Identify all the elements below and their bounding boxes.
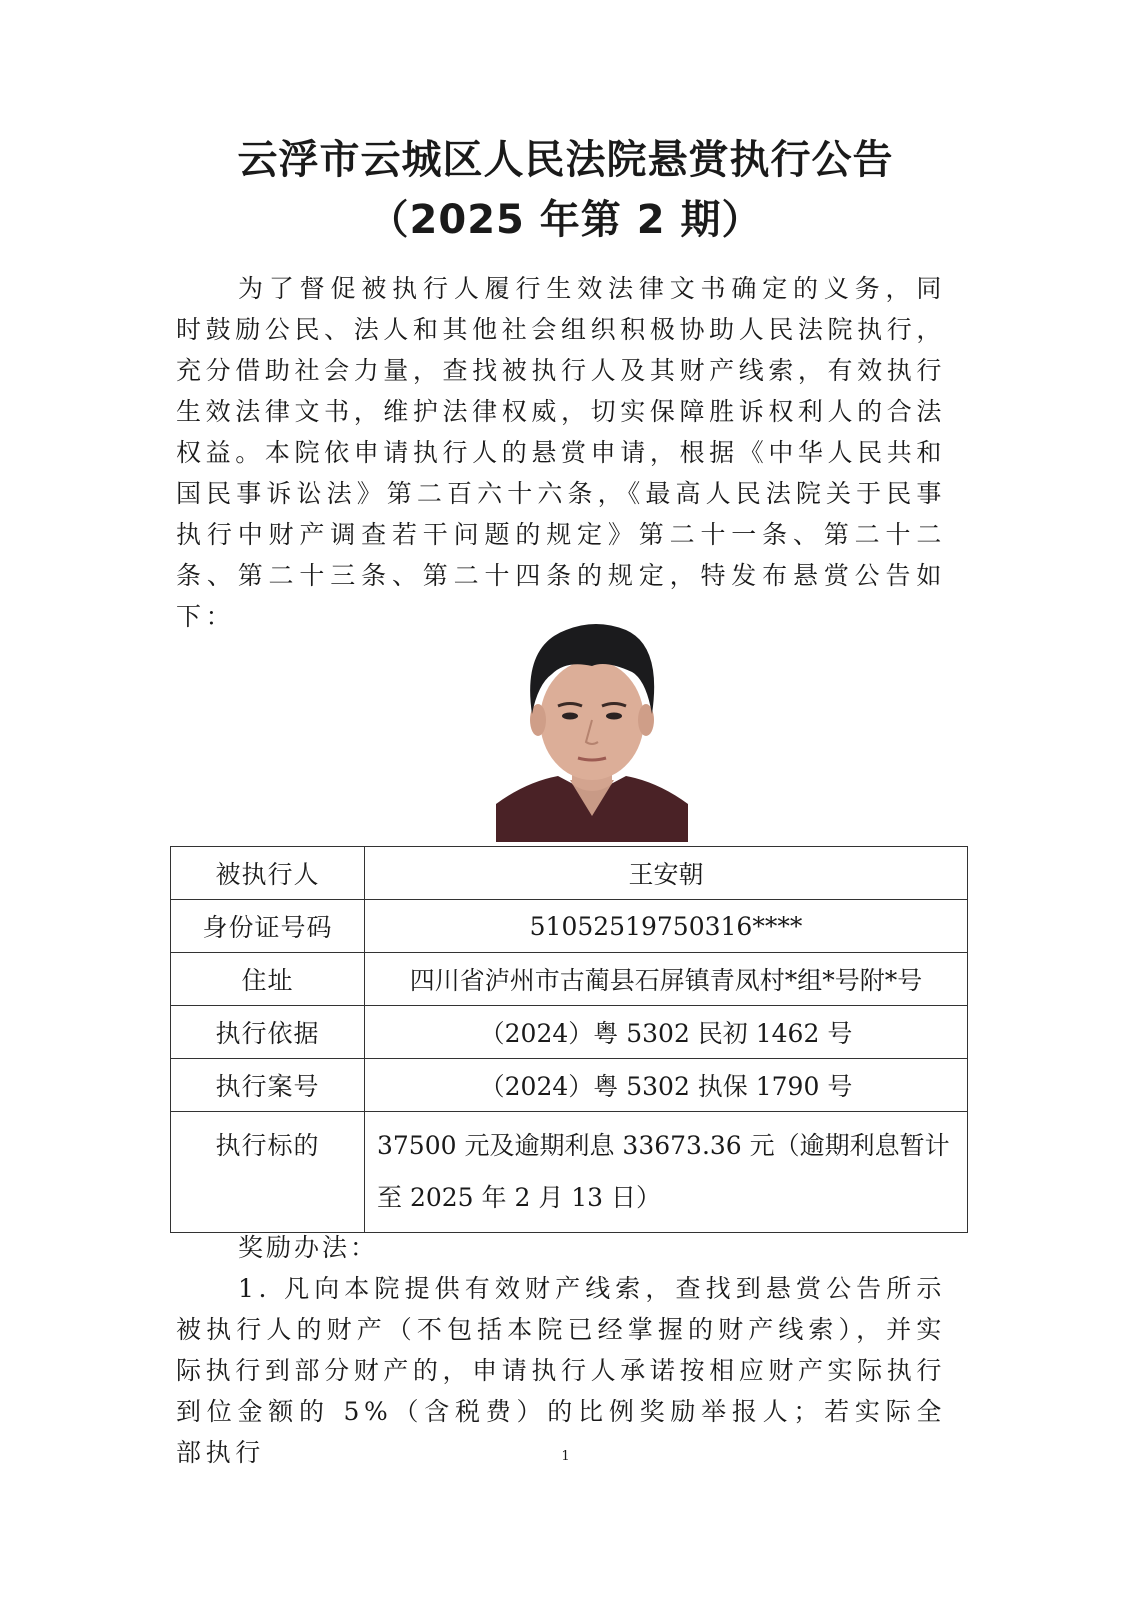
label-address: 住址 xyxy=(171,953,365,1006)
page-number: 1 xyxy=(561,1449,570,1464)
reward-item-1: 1. 凡向本院提供有效财产线索，查找到悬赏公告所示被执行人的财产（不包括本院已经掌握的财产线索），并实际执行到部分财产的，申请执行人承诺按相应财产实际执行到位金额的 5%（含税费）的比例奖励举报人；若实际全部执行 xyxy=(176,1274,946,1467)
label-basis: 执行依据 xyxy=(171,1006,365,1059)
value-case-number: （2024）粤 5302 执保 1790 号 xyxy=(365,1059,968,1112)
label-id-number: 身份证号码 xyxy=(171,900,365,953)
value-debtor: 王安朝 xyxy=(365,847,968,900)
table-row xyxy=(171,900,968,953)
table-row xyxy=(171,1006,968,1059)
debtor-info-table xyxy=(170,846,968,1233)
notice-title: 云浮市云城区人民法院悬赏执行公告 xyxy=(237,137,894,183)
table-row xyxy=(171,1059,968,1112)
value-basis: （2024）粤 5302 民初 1462 号 xyxy=(365,1006,968,1059)
intro-paragraph: 为了督促被执行人履行生效法律文书确定的义务，同时鼓励公民、法人和其他社会组织积极协助人民法院执行，充分借助社会力量，查找被执行人及其财产线索，有效执行生效法律文书，维护法律权威，切实保障胜诉权利人的合法权益。本院依申请执行人的悬赏申请，根据《中华人民共和国民事诉讼法》第二百六十六条，《最高人民法院关于民事执行中财产调查若干问题的规定》第二十一条、第二十二条、第二十三条、第二十四条的规定，特发布悬赏公告如下： xyxy=(176,274,946,631)
label-debtor: 被执行人 xyxy=(171,847,365,900)
table-row xyxy=(171,1112,968,1233)
table-row xyxy=(171,953,968,1006)
label-case-number: 执行案号 xyxy=(171,1059,365,1112)
value-id-number: 51052519750316**** xyxy=(365,900,968,953)
debtor-photo xyxy=(496,616,688,842)
reward-heading: 奖励办法： xyxy=(238,1233,379,1262)
table-row xyxy=(171,847,968,900)
value-address: 四川省泸州市古蔺县石屏镇青凤村*组*号附*号 xyxy=(365,953,968,1006)
label-subject: 执行标的 xyxy=(171,1112,365,1233)
notice-issue: （2025 年第 2 期） xyxy=(368,197,763,243)
value-subject: 37500 元及逾期利息 33673.36 元（逾期利息暂计至 2025 年 2 月 13 日） xyxy=(365,1112,968,1233)
